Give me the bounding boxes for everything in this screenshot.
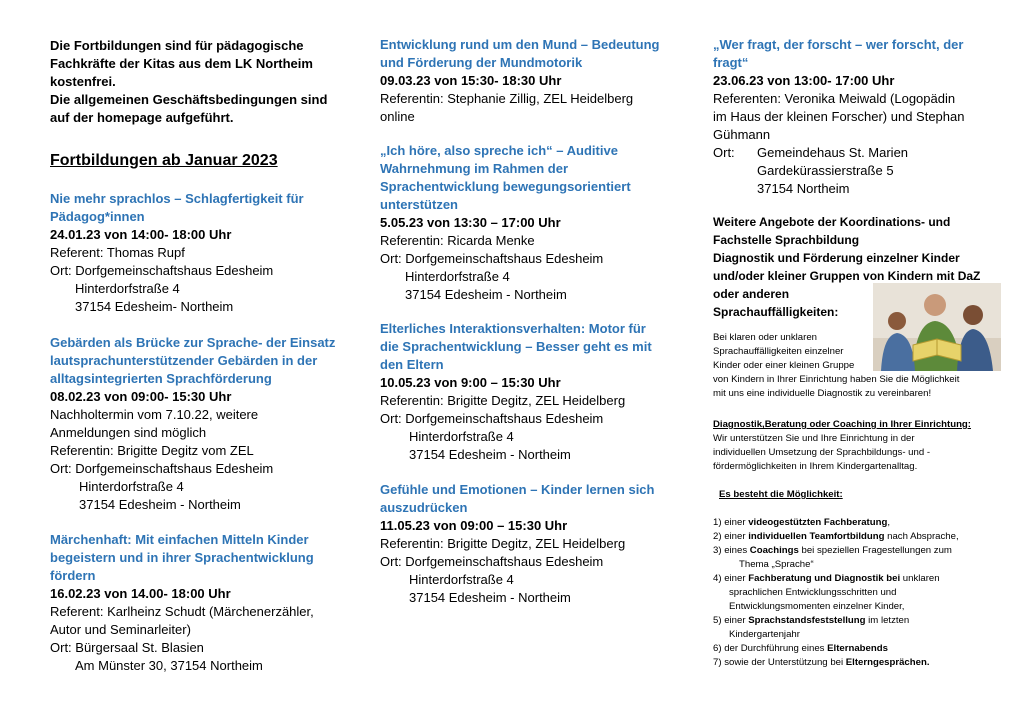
intro-line: Fachkräfte der Kitas aus dem LK Northeim: [50, 56, 313, 71]
offers-text: Bei klaren oder unklaren: [713, 332, 817, 343]
event-date: 24.01.23 von 14:00- 18:00 Uhr: [50, 227, 232, 242]
diagnostik-text: individuellen Umsetzung der Sprachbildungs- und -: [713, 447, 931, 458]
item-text: 1) einer: [713, 517, 749, 528]
event-date: 09.03.23 von 15:30- 18:30 Uhr: [380, 73, 562, 88]
item-text: unklaren: [900, 573, 940, 584]
possibility-item: [713, 544, 952, 558]
offers-heading: Diagnostik und Förderung einzelner Kinder: [713, 251, 960, 265]
diagnostik-text: Wir unterstützen Sie und Ihre Einrichtung in der: [713, 433, 915, 444]
event-location: Ort: Dorfgemeinschaftshaus Edesheim: [50, 263, 274, 278]
item-text: 3) eines: [713, 545, 750, 556]
event-referent: Referent: Karlheinz Schudt (Märchenerzähler,: [50, 604, 314, 619]
possibility-item: [713, 516, 890, 530]
event-street: Am Münster 30, 37154 Northeim: [75, 658, 263, 673]
possibilities-heading: Es besteht die Möglichkeit:: [719, 489, 843, 500]
event-city: 37154 Edesheim - Northeim: [405, 287, 567, 302]
intro-line: Die Fortbildungen sind für pädagogische: [50, 38, 304, 53]
item-bold: Fachberatung und Diagnostik bei: [748, 573, 901, 584]
offers-text: mit uns eine individuelle Diagnostik zu vereinbaren!: [713, 388, 932, 399]
event-title: und Förderung der Mundmotorik: [380, 55, 583, 70]
event-city: 37154 Edesheim - Northeim: [409, 590, 571, 605]
event-street: Hinterdorfstraße 4: [409, 429, 514, 444]
event-date: 16.02.23 von 14.00- 18:00 Uhr: [50, 586, 231, 601]
event-referent: im Haus der kleinen Forscher) und Stephan: [713, 109, 965, 124]
item-text: 7) sowie der Unterstützung bei: [713, 657, 846, 668]
item-text: 6) der Durchführung eines: [713, 643, 828, 654]
event-title: fragt“: [713, 55, 749, 70]
event-referent: Referentin: Stephanie Zillig, ZEL Heidelberg: [380, 91, 634, 106]
event-title: alltagsintegrierten Sprachförderung: [50, 371, 272, 386]
possibility-item: [713, 656, 930, 670]
event-street: Hinterdorfstraße 4: [409, 572, 514, 587]
event-title: auszudrücken: [380, 500, 468, 515]
reading-photo-illustration: [873, 283, 1001, 371]
offers-heading: und/oder kleiner Gruppen von Kindern mit DaZ: [713, 269, 981, 283]
possibility-item: [713, 614, 909, 628]
event-location: Ort: Dorfgemeinschaftshaus Edesheim: [380, 554, 604, 569]
event-referent: Referenten: Veronika Meiwald (Logopädin: [713, 91, 956, 106]
offers-heading: oder anderen: [713, 287, 790, 301]
event-title: Sprachentwicklung bewegungsorientiert: [380, 179, 631, 194]
event-city: 37154 Edesheim- Northeim: [75, 299, 234, 314]
event-note: Nachholtermin vom 7.10.22, weitere: [50, 407, 259, 422]
event-title: Gebärden als Brücke zur Sprache- der Einsatz: [50, 335, 336, 350]
event-street: Hinterdorfstraße 4: [75, 281, 180, 296]
event-title: Elterliches Interaktionsverhalten: Motor für: [380, 321, 646, 336]
offers-text: von Kindern in Ihrer Einrichtung haben Sie die Möglichkeit: [713, 374, 960, 385]
possibility-item-cont: sprachlichen Entwicklungsschritten und: [729, 587, 897, 598]
item-text: 5) einer: [713, 615, 749, 626]
item-bold: Elterngesprächen.: [845, 657, 930, 668]
event-title: Pädagog*innen: [50, 209, 145, 224]
event-location: Ort: Dorfgemeinschaftshaus Edesheim: [380, 411, 604, 426]
intro-line: Die allgemeinen Geschäftsbedingungen sind: [50, 92, 328, 107]
event-location: Ort: Dorfgemeinschaftshaus Edesheim: [380, 251, 604, 266]
event-title: „Ich höre, also spreche ich“ – Auditive: [380, 143, 618, 158]
event-referent: Referentin: Brigitte Degitz vom ZEL: [50, 443, 254, 458]
event-date: 5.05.23 von 13:30 – 17:00 Uhr: [380, 215, 561, 230]
item-text: ,: [887, 517, 890, 528]
event-location: Ort: Dorfgemeinschaftshaus Edesheim: [50, 461, 274, 476]
event-referent: Referentin: Brigitte Degitz, ZEL Heidelberg: [380, 393, 626, 408]
event-date: 10.05.23 von 9:00 – 15:30 Uhr: [380, 375, 561, 390]
event-title: unterstützen: [380, 197, 458, 212]
intro-line: auf der homepage aufgeführt.: [50, 110, 234, 125]
event-title: Nie mehr sprachlos – Schlagfertigkeit für: [50, 191, 304, 206]
reading-photo: [873, 283, 1001, 371]
event-title: Entwicklung rund um den Mund – Bedeutung: [380, 37, 660, 52]
possibility-item: [713, 572, 940, 586]
event-referent: Referentin: Brigitte Degitz, ZEL Heidelberg: [380, 536, 626, 551]
item-text: im letzten: [865, 615, 910, 626]
event-referent: Autor und Seminarleiter): [50, 622, 191, 637]
offers-heading: Weitere Angebote der Koordinations- und: [713, 215, 951, 229]
possibility-item-cont: Thema „Sprache“: [739, 559, 814, 570]
event-title: Märchenhaft: Mit einfachen Mitteln Kinder: [50, 532, 309, 547]
event-date: 08.02.23 von 09:00- 15:30 Uhr: [50, 389, 232, 404]
event-date: 23.06.23 von 13:00- 17:00 Uhr: [713, 73, 895, 88]
possibility-item-cont: Entwicklungsmomenten einzelner Kinder,: [729, 601, 905, 612]
possibility-item: [713, 642, 888, 656]
event-title: Gefühle und Emotionen – Kinder lernen sich: [380, 482, 655, 497]
event-title: begeistern und in ihrer Sprachentwicklung: [50, 550, 314, 565]
item-text: 2) einer: [713, 531, 749, 542]
event-street: Hinterdorfstraße 4: [405, 269, 510, 284]
event-street: Gardekürassierstraße 5: [757, 163, 894, 178]
event-date: 11.05.23 von 09:00 – 15:30 Uhr: [380, 518, 568, 533]
event-city: 37154 Northeim: [757, 181, 850, 196]
item-bold: Sprachstandsfeststellung: [748, 615, 866, 626]
event-referent: Referentin: Ricarda Menke: [380, 233, 535, 248]
item-bold: videogestützten Fachberatung: [748, 517, 888, 528]
diagnostik-text: fördermöglichkeiten in Ihrem Kindergartenalltag.: [713, 461, 918, 472]
intro-line: kostenfrei.: [50, 74, 116, 89]
offers-heading: Fachstelle Sprachbildung: [713, 233, 860, 247]
event-referent: Gühmann: [713, 127, 771, 142]
offers-heading: Sprachauffälligkeiten:: [713, 305, 839, 319]
offers-text: Sprachauffälligkeiten einzelner: [713, 346, 844, 357]
event-location: online: [380, 109, 415, 124]
event-referent: Referent: Thomas Rupf: [50, 245, 185, 260]
item-text: 4) einer: [713, 573, 749, 584]
event-location: Gemeindehaus St. Marien: [757, 145, 909, 160]
item-text: nach Absprache,: [884, 531, 959, 542]
event-street: Hinterdorfstraße 4: [79, 479, 184, 494]
page-heading: Fortbildungen ab Januar 2023: [50, 152, 278, 169]
event-title: Wahrnehmung im Rahmen der: [380, 161, 569, 176]
possibility-item: [713, 530, 959, 544]
event-city: 37154 Edesheim - Northeim: [79, 497, 241, 512]
event-title: lautsprachunterstützender Gebärden in der: [50, 353, 318, 368]
offers-text: Kinder oder einer kleinen Gruppe: [713, 360, 855, 371]
item-bold: Coachings: [749, 545, 799, 556]
event-title: „Wer fragt, der forscht – wer forscht, der: [713, 37, 964, 52]
event-title: die Sprachentwicklung – Besser geht es mit: [380, 339, 652, 354]
event-location: Ort: Bürgersaal St. Blasien: [50, 640, 204, 655]
event-title: fördern: [50, 568, 96, 583]
diagnostik-heading: Diagnostik,Beratung oder Coaching in Ihrer Einrichtung:: [713, 419, 971, 430]
item-text: bei speziellen Fragestellungen zum: [798, 545, 952, 556]
item-bold: individuellen Teamfortbildung: [748, 531, 885, 542]
event-location-label: Ort:: [713, 145, 735, 160]
event-note: Anmeldungen sind möglich: [50, 425, 207, 440]
event-title: den Eltern: [380, 357, 444, 372]
event-city: 37154 Edesheim - Northeim: [409, 447, 571, 462]
item-bold: Elternabends: [827, 643, 888, 654]
possibility-item-cont: Kindergartenjahr: [729, 629, 800, 640]
